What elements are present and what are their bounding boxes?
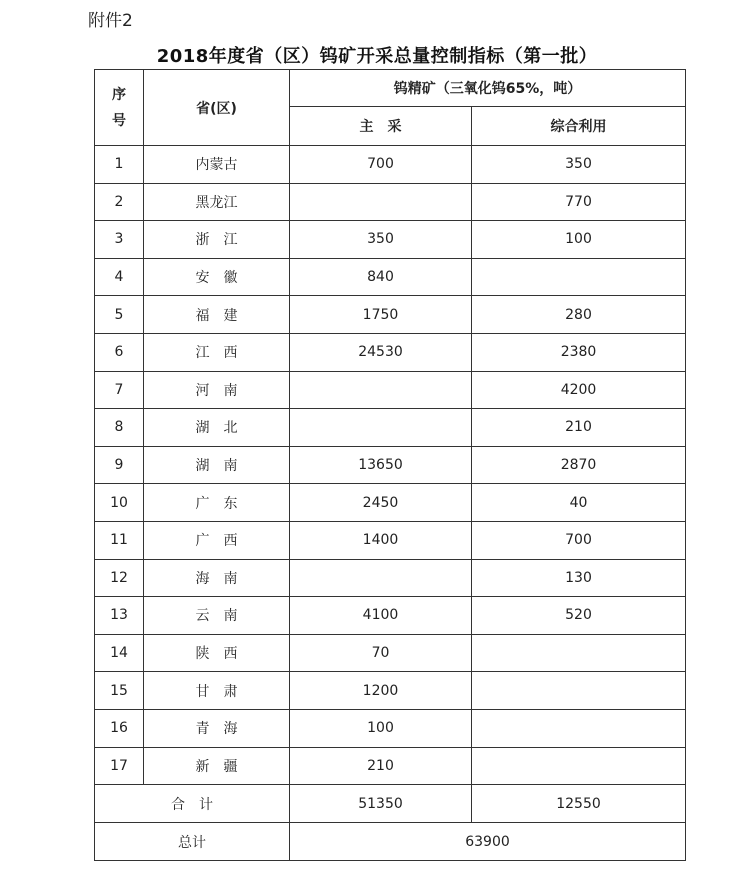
row-number: 13 <box>95 597 144 635</box>
header-comprehensive: 综合利用 <box>472 107 686 146</box>
row-province: 云 南 <box>144 597 290 635</box>
row-province: 陕 西 <box>144 634 290 672</box>
row-province: 广 东 <box>144 484 290 522</box>
row-main-mining: 100 <box>290 709 472 747</box>
row-main-mining: 840 <box>290 258 472 296</box>
total-label: 总计 <box>95 823 290 861</box>
table-row <box>95 296 686 334</box>
row-province: 湖 南 <box>144 446 290 484</box>
row-comprehensive: 520 <box>472 597 686 635</box>
table-row <box>95 634 686 672</box>
table-row <box>95 333 686 371</box>
row-main-mining <box>290 371 472 409</box>
table-row <box>95 146 686 184</box>
table-row <box>95 371 686 409</box>
row-province: 安 徽 <box>144 258 290 296</box>
row-main-mining: 4100 <box>290 597 472 635</box>
row-comprehensive <box>472 258 686 296</box>
row-comprehensive: 4200 <box>472 371 686 409</box>
table-row <box>95 258 686 296</box>
row-number: 15 <box>95 672 144 710</box>
row-number: 10 <box>95 484 144 522</box>
row-province: 甘 肃 <box>144 672 290 710</box>
table-row <box>95 484 686 522</box>
table-row <box>95 672 686 710</box>
row-main-mining <box>290 183 472 221</box>
table-row <box>95 409 686 447</box>
header-row-1 <box>95 70 686 107</box>
row-number: 7 <box>95 371 144 409</box>
row-province: 浙 江 <box>144 221 290 259</box>
row-main-mining: 210 <box>290 747 472 785</box>
table-row <box>95 559 686 597</box>
row-main-mining <box>290 559 472 597</box>
subtotal-comprehensive: 12550 <box>472 785 686 823</box>
row-main-mining: 1200 <box>290 672 472 710</box>
row-province: 河 南 <box>144 371 290 409</box>
row-main-mining: 24530 <box>290 333 472 371</box>
row-province: 江 西 <box>144 333 290 371</box>
row-comprehensive: 700 <box>472 521 686 559</box>
row-main-mining: 70 <box>290 634 472 672</box>
row-comprehensive: 130 <box>472 559 686 597</box>
row-comprehensive: 770 <box>472 183 686 221</box>
row-comprehensive: 2380 <box>472 333 686 371</box>
row-number: 17 <box>95 747 144 785</box>
total-row <box>95 823 686 861</box>
row-number: 1 <box>95 146 144 184</box>
header-group: 钨精矿（三氧化钨65%，吨） <box>290 70 686 107</box>
row-main-mining: 2450 <box>290 484 472 522</box>
quota-table <box>94 69 686 861</box>
header-seq-line2: 号 <box>112 112 126 129</box>
attachment-label: 附件2 <box>88 11 133 31</box>
row-province: 新 疆 <box>144 747 290 785</box>
row-main-mining: 13650 <box>290 446 472 484</box>
row-number: 6 <box>95 333 144 371</box>
row-province: 湖 北 <box>144 409 290 447</box>
subtotal-main-mining: 51350 <box>290 785 472 823</box>
row-number: 2 <box>95 183 144 221</box>
row-number: 3 <box>95 221 144 259</box>
row-main-mining: 700 <box>290 146 472 184</box>
header-seq <box>95 70 144 146</box>
table-row <box>95 747 686 785</box>
row-province: 广 西 <box>144 521 290 559</box>
row-province: 青 海 <box>144 709 290 747</box>
row-comprehensive: 100 <box>472 221 686 259</box>
table-row <box>95 521 686 559</box>
row-number: 12 <box>95 559 144 597</box>
document-title: 2018年度省（区）钨矿开采总量控制指标（第一批） <box>156 46 598 67</box>
table-row <box>95 709 686 747</box>
row-province: 海 南 <box>144 559 290 597</box>
row-main-mining: 1400 <box>290 521 472 559</box>
table-row <box>95 597 686 635</box>
table-row <box>95 446 686 484</box>
row-comprehensive <box>472 634 686 672</box>
row-province: 黑龙江 <box>144 183 290 221</box>
row-number: 14 <box>95 634 144 672</box>
row-province: 内蒙古 <box>144 146 290 184</box>
header-province: 省(区) <box>144 70 290 146</box>
row-comprehensive: 350 <box>472 146 686 184</box>
row-comprehensive: 2870 <box>472 446 686 484</box>
row-number: 4 <box>95 258 144 296</box>
row-comprehensive: 210 <box>472 409 686 447</box>
table-row <box>95 221 686 259</box>
row-number: 11 <box>95 521 144 559</box>
table-row <box>95 183 686 221</box>
subtotal-label: 合 计 <box>95 785 290 823</box>
row-main-mining <box>290 409 472 447</box>
row-province: 福 建 <box>144 296 290 334</box>
row-comprehensive <box>472 747 686 785</box>
row-number: 9 <box>95 446 144 484</box>
row-main-mining: 1750 <box>290 296 472 334</box>
row-comprehensive <box>472 672 686 710</box>
header-seq-line1: 序 <box>112 86 126 103</box>
total-value: 63900 <box>290 823 686 861</box>
row-comprehensive <box>472 709 686 747</box>
row-comprehensive: 40 <box>472 484 686 522</box>
row-number: 16 <box>95 709 144 747</box>
row-main-mining: 350 <box>290 221 472 259</box>
subtotal-row <box>95 785 686 823</box>
row-number: 5 <box>95 296 144 334</box>
row-comprehensive: 280 <box>472 296 686 334</box>
header-main-mining: 主 采 <box>290 107 472 146</box>
row-number: 8 <box>95 409 144 447</box>
